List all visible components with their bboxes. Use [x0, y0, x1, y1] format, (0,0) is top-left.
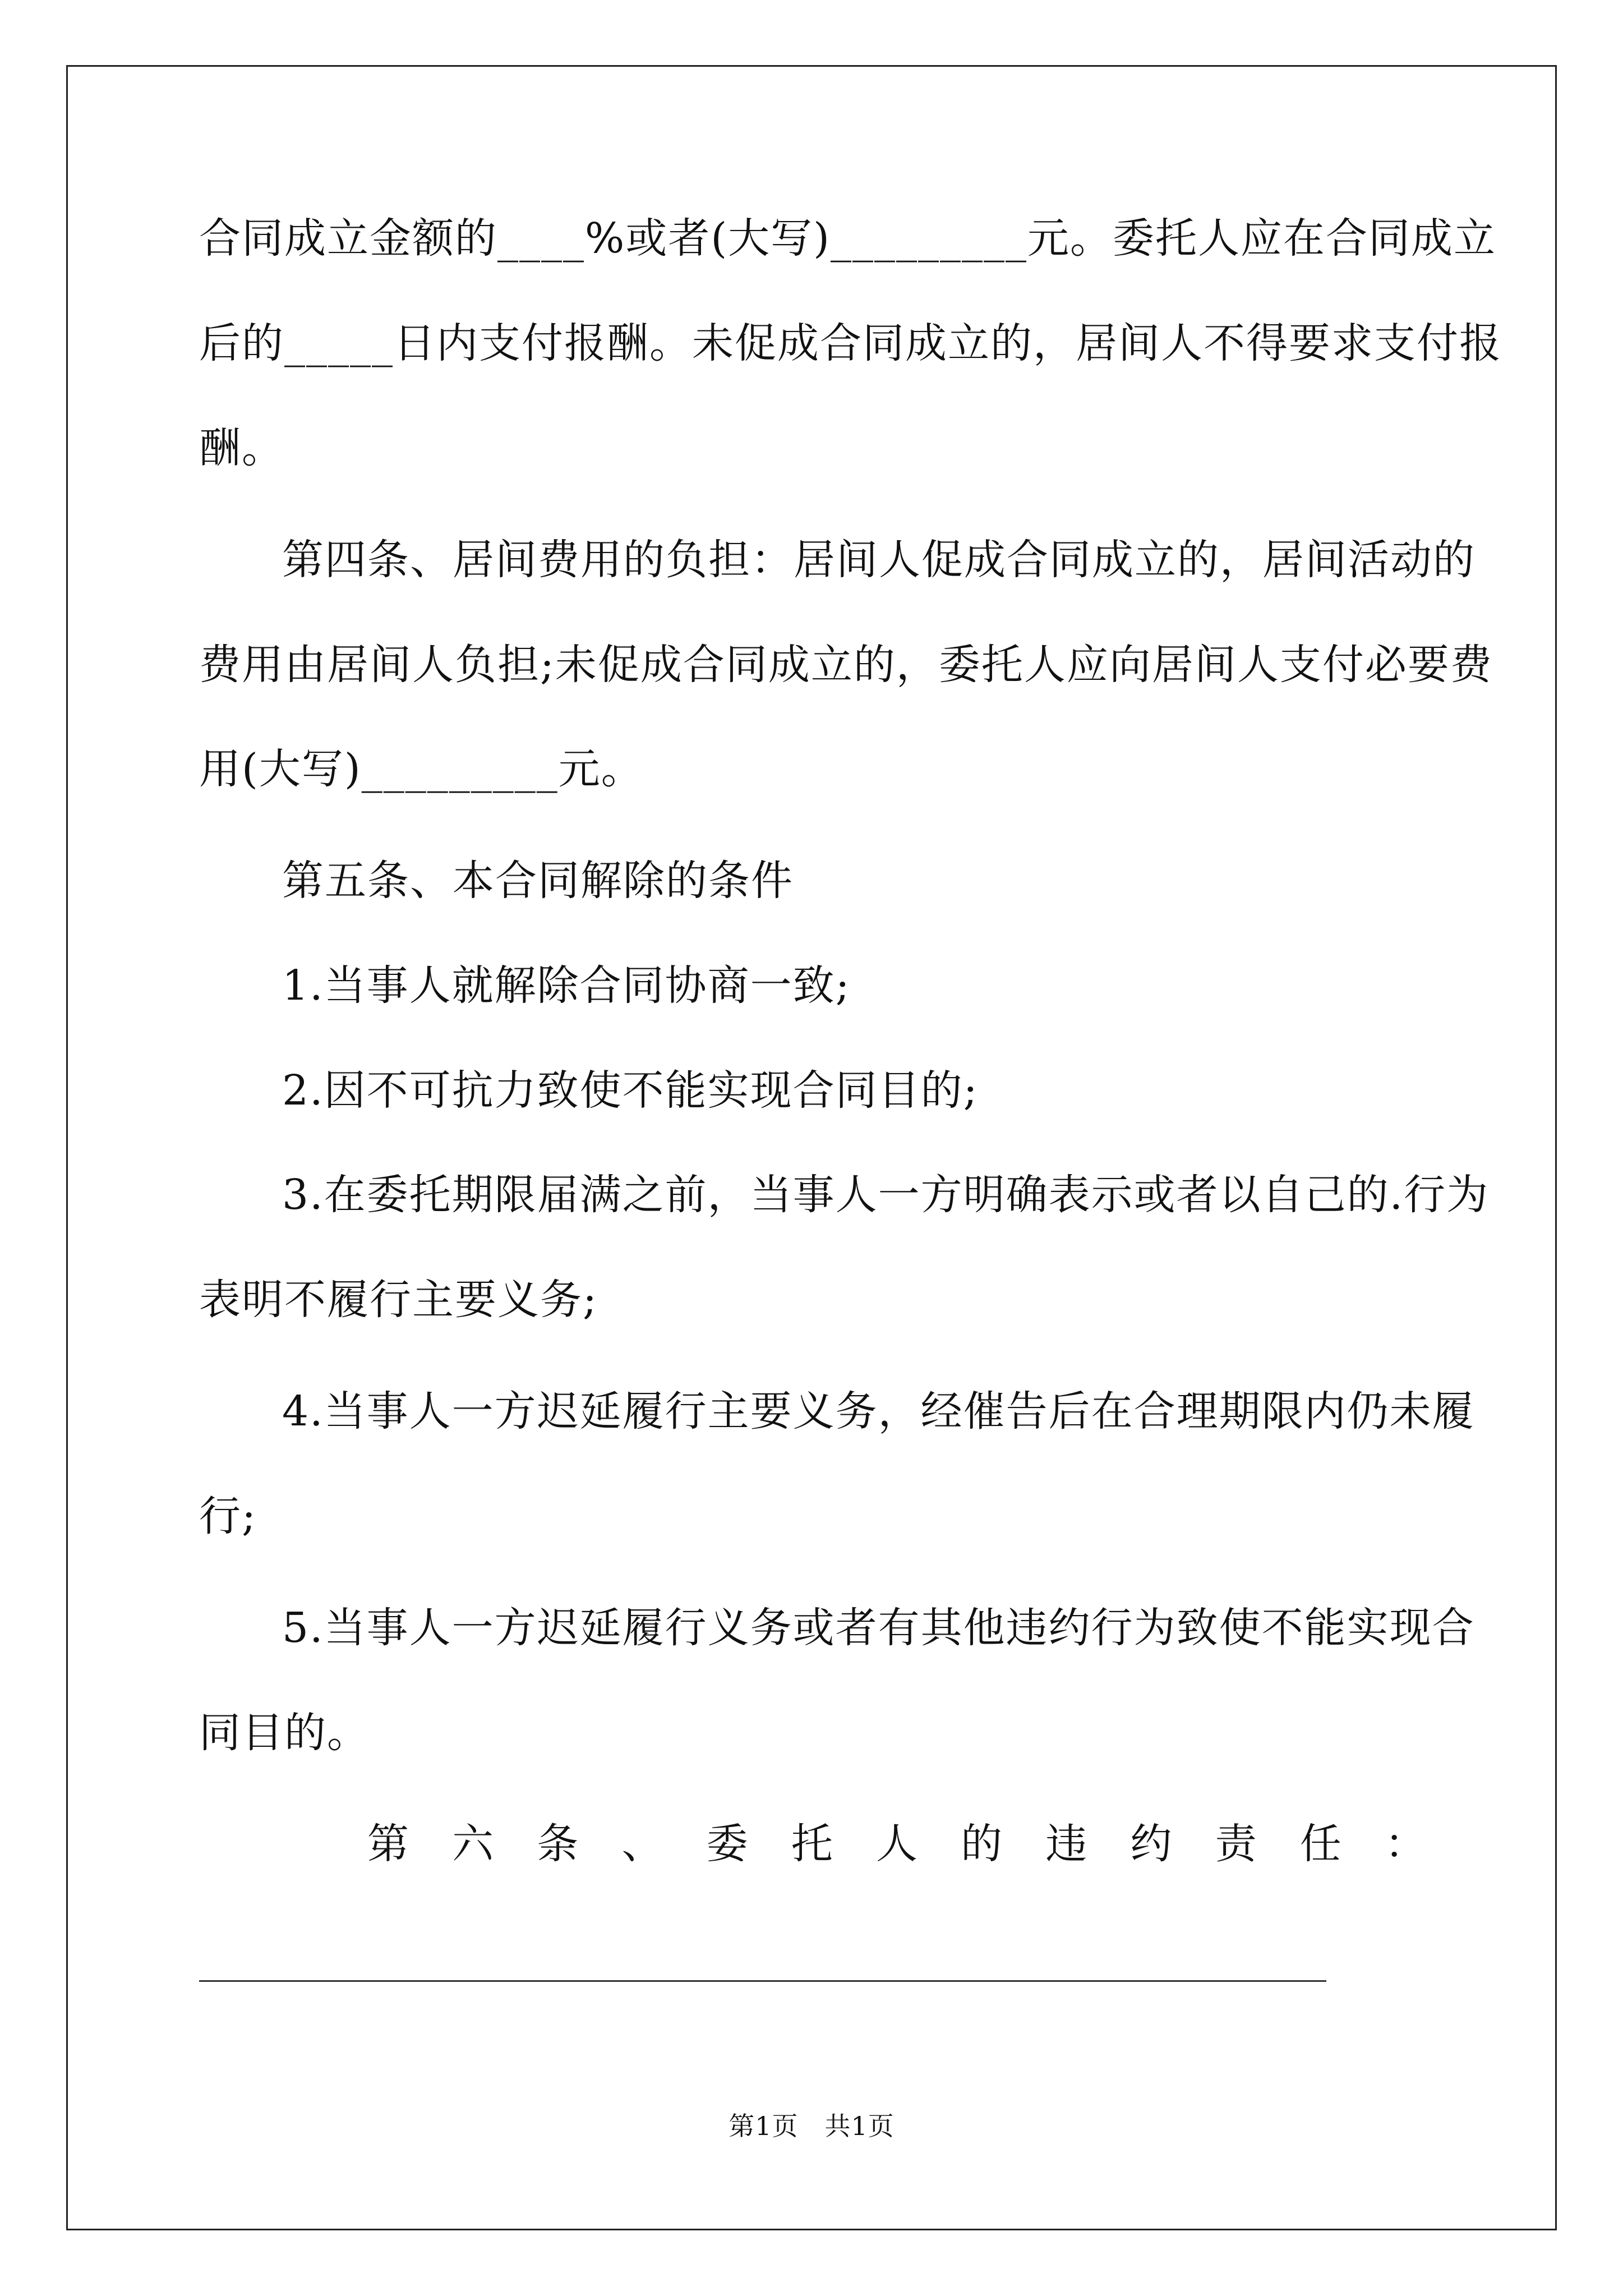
- text-line: 同目的。: [199, 1709, 370, 1757]
- text-line: 酬。: [199, 424, 284, 472]
- text-line: 第四条、居间费用的负担：居间人促成合同成立的，居间活动的: [282, 536, 1476, 584]
- text-line: 用(大写)_________元。: [199, 745, 644, 793]
- text-line: 表明不履行主要义务;: [199, 1276, 598, 1324]
- text-line: 合同成立金额的____%或者(大写)_________元。委托人应在合同成立: [199, 214, 1497, 263]
- list-item: 1.当事人就解除合同协商一致;: [282, 961, 851, 1010]
- text-line: 后的_____日内支付报酬。未促成合同成立的，居间人不得要求支付报: [199, 319, 1502, 367]
- page-number: 第1页 共1页: [728, 2111, 895, 2141]
- page-border: [66, 65, 1557, 2230]
- fill-in-blank-line: [199, 1980, 1326, 1982]
- list-item: 3.在委托期限届满之前，当事人一方明确表示或者以自己的.行为: [282, 1171, 1490, 1219]
- list-item: 5.当事人一方迟延履行义务或者有其他违约行为致使不能实现合: [282, 1604, 1475, 1652]
- section-heading: 第六条、委托人的违约责任：: [367, 1820, 1427, 1868]
- text-line: 行;: [199, 1492, 257, 1540]
- section-heading: 第五条、本合同解除的条件: [282, 857, 794, 905]
- text-line: 费用由居间人负担;未促成合同成立的，委托人应向居间人支付必要费: [199, 641, 1493, 689]
- list-item: 2.因不可抗力致使不能实现合同目的;: [282, 1066, 979, 1115]
- list-item: 4.当事人一方迟延履行主要义务，经催告后在合理期限内仍未履: [282, 1387, 1475, 1435]
